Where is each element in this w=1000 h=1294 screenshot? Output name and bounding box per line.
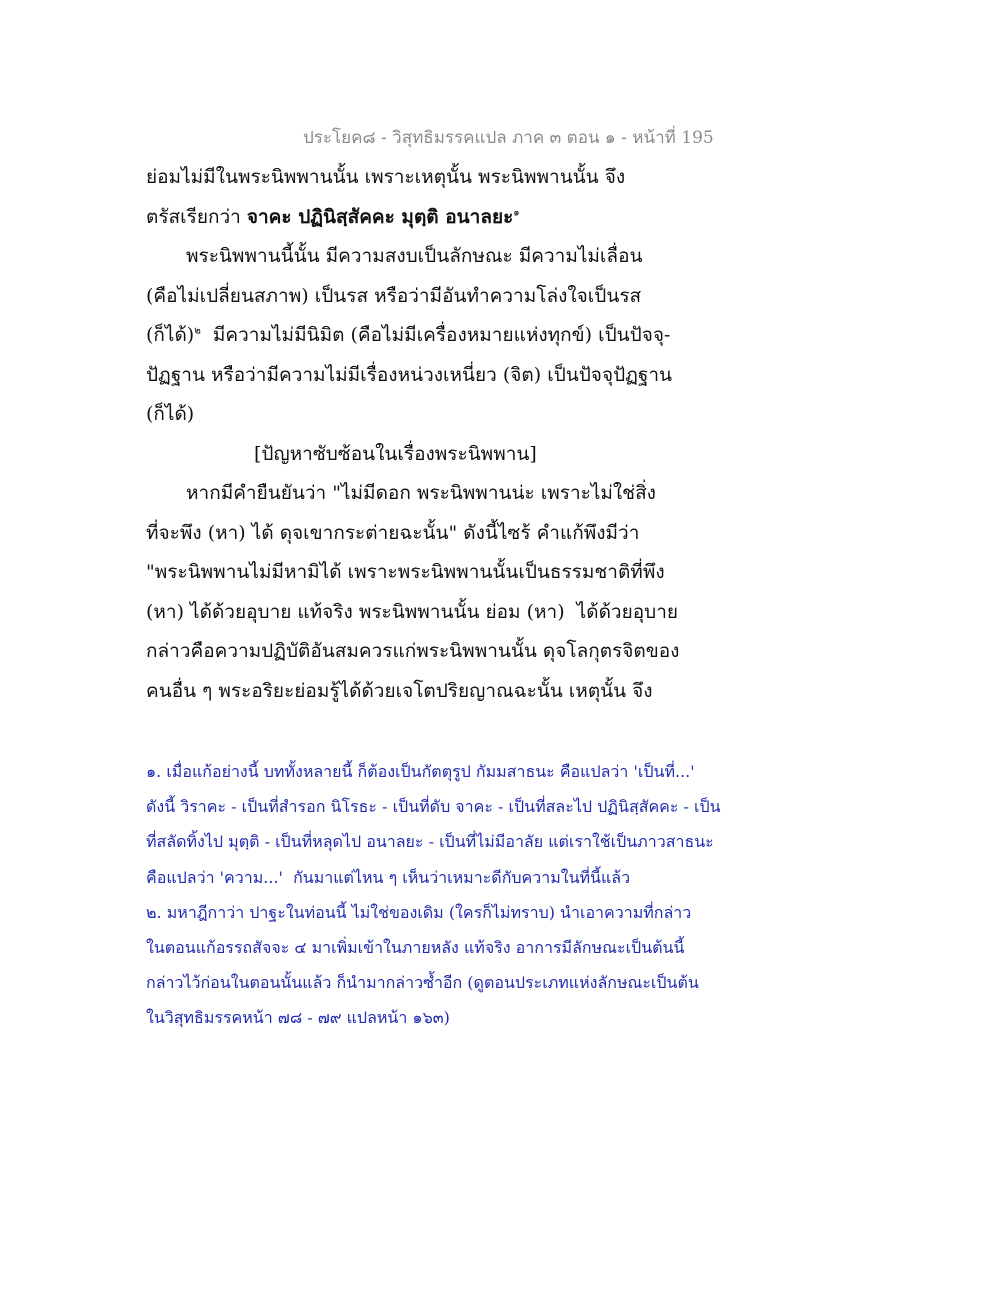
footnote-ref-2: ๒	[194, 325, 201, 337]
footnote-line: ในวิสุทธิมรรคหน้า ๗๘ - ๗๙ แปลหน้า ๑๖๓)	[146, 1008, 450, 1028]
text-line	[146, 316, 706, 356]
footnote-ref-1: ๑	[513, 207, 520, 219]
text-line: พระนิพพานนี้นั้น มีความสงบเป็นลักษณะ มีความไม่เลื่อน	[186, 245, 643, 267]
text-line: (คือไม่เปลี่ยนสภาพ) เป็นรส หรือว่ามีอันทำความโล่งใจเป็นรส	[146, 284, 642, 307]
text-segment: มีความไม่มีนิมิต (คือไม่มีเครื่องหมายแห่งทุกข์) เป็นปัจจุ-	[200, 324, 671, 346]
text-segment: (ก็ได้)	[146, 324, 195, 346]
footnote-line: คือแปลว่า 'ความ...' กันมาแต่ไหน ๆ เห็นว่าเหมาะดีกับความในที่นี้แล้ว	[146, 867, 631, 887]
text-segment: ตรัสเรียกว่า	[146, 205, 247, 228]
footnote-line: ดังนี้ วิราคะ - เป็นที่สำรอก นิโรธะ - เป็นที่ดับ จาคะ - เป็นที่สละไป ปฏินิสฺสัคคะ - เป็น	[146, 797, 721, 817]
page-header: ประโยค๘ - วิสุทธิมรรคแปล ภาค ๓ ตอน ๑ - หน้าที่ 195	[303, 128, 714, 148]
footnote-line: ที่สลัดทิ้งไป มุตฺติ - เป็นที่หลุดไป อนาลยะ - เป็นที่ไม่มีอาลัย แต่เราใช้เป็นภาวสาธนะ	[146, 832, 714, 852]
text-line: ที่จะพึง (หา) ได้ ดุจเขากระต่ายฉะนั้น" ดังนี้ไซร้ คำแก้พึงมีว่า	[146, 521, 640, 544]
footnote-line: กล่าวไว้ก่อนในตอนนั้นแล้ว ก็นำมากล่าวซ้ำอีก (ดูตอนประเภทแห่งลักษณะเป็นต้น	[146, 973, 699, 993]
text-line: (ก็ได้)	[146, 403, 195, 425]
text-line: ปัฏฐาน หรือว่ามีความไม่มีเรื่องหน่วงเหนี่ยว (จิต) เป็นปัจจุปัฏฐาน	[146, 363, 673, 386]
footnote-line: ในตอนแก้อรรถสัจจะ ๔ มาเพิ่มเข้าในภายหลัง แท้จริง อาการมีลักษณะเป็นต้นนี้	[146, 937, 685, 957]
footnote-line: ๒. มหาฎีกาว่า ปาฐะในท่อนนี้ ไม่ใช่ของเดิม (ใครก็ไม่ทราบ) นำเอาความที่กล่าว	[146, 902, 692, 922]
text-line: กล่าวคือความปฏิบัติอันสมควรแก่พระนิพพานนั้น ดุจโลกุตรจิตของ	[146, 640, 680, 662]
text-line: (หา) ได้ด้วยอุบาย แท้จริง พระนิพพานนั้น ย่อม (หา) ได้ด้วยอุบาย	[146, 600, 678, 623]
footnote-line: ๑. เมื่อแก้อย่างนี้ บททั้งหลายนี้ ก็ต้องเป็นกัตตุรูป กัมมสาธนะ คือแปลว่า 'เป็นที่...'	[146, 762, 695, 781]
main-text	[146, 158, 706, 711]
footnotes	[146, 754, 866, 1036]
text-line: หากมีคำยืนยันว่า "ไม่มีดอก พระนิพพานน่ะ เพราะไม่ใช่สิ่ง	[186, 482, 656, 504]
text-line	[146, 198, 706, 238]
section-heading: [ปัญหาซับซ้อนในเรื่องพระนิพพาน]	[254, 442, 537, 465]
text-line: คนอื่น ๆ พระอริยะย่อมรู้ได้ด้วยเจโตปริยญาณฉะนั้น เหตุนั้น จึง	[146, 679, 653, 702]
text-line: ย่อมไม่มีในพระนิพพานนั้น เพราะเหตุนั้น พระนิพพานนั้น จึง	[146, 166, 626, 188]
bold-terms: จาคะ ปฏินิสฺสัคคะ มุตฺติ อนาลยะ	[246, 205, 514, 228]
text-line: "พระนิพพานไม่มีหามิได้ เพราะพระนิพพานนั้นเป็นธรรมชาติที่พึง	[146, 561, 665, 583]
